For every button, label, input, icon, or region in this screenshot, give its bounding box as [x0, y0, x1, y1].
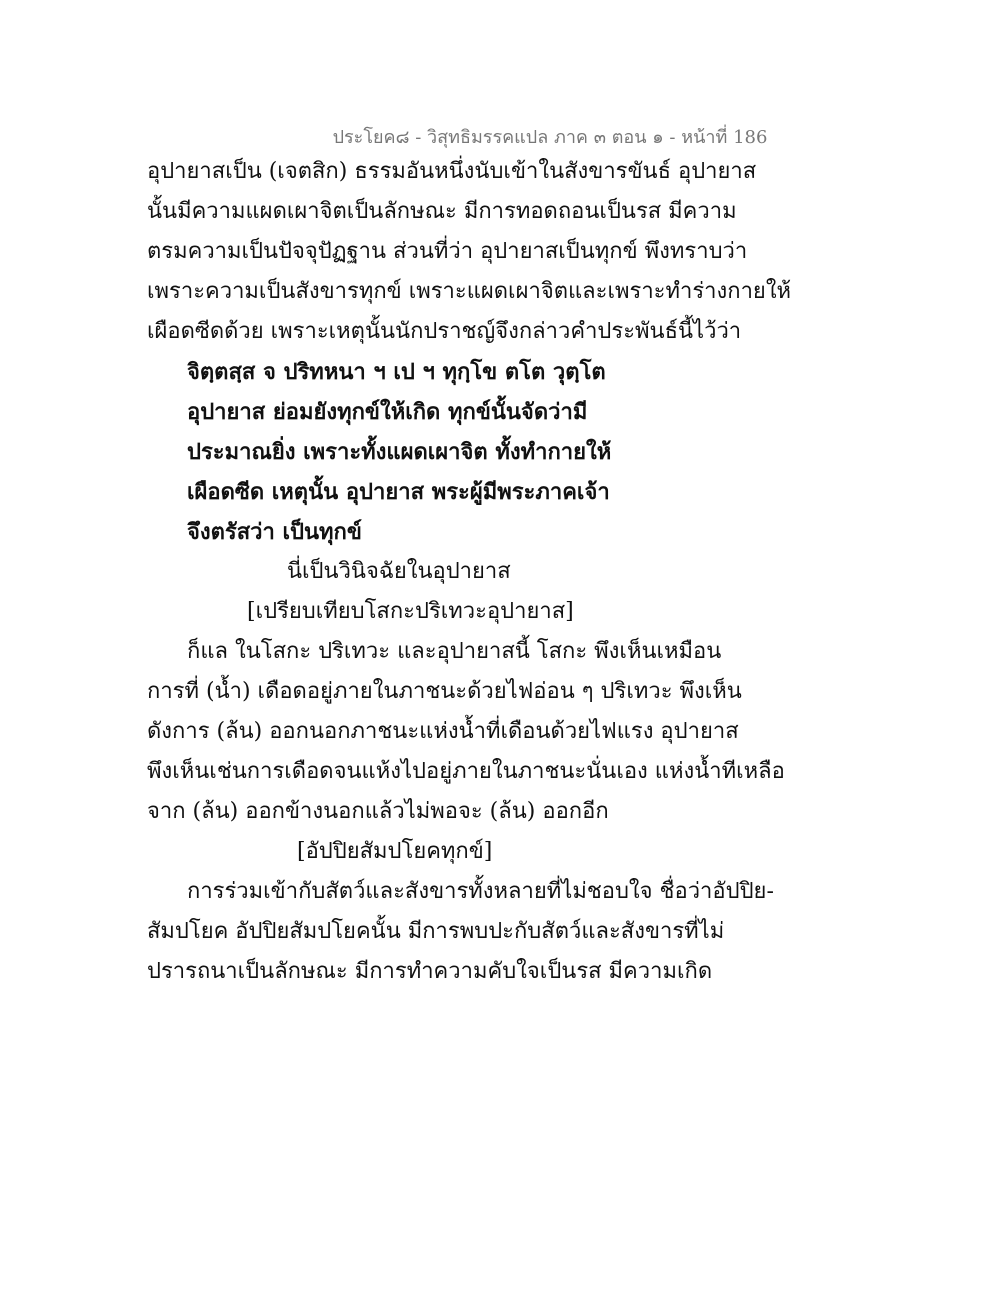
page-header-text: ประโยค๘ - วิสุทธิมรรคแปล ภาค ๓ ตอน ๑ - หน้าที่ 186 — [332, 127, 768, 148]
paragraph-line: จาก (ล้น) ออกข้างนอกแล้วไม่พอจะ (ล้น) ออกอีก — [147, 799, 609, 824]
verse-line: จิตฺตสฺส จ ปริทหนา ฯ เป ฯ ทุกฺโข ตโต วุตฺโต — [187, 359, 606, 385]
verse-line: จึงตรัสว่า เป็นทุกข์ — [187, 519, 362, 545]
paragraph-line: ก็แล ในโสกะ ปริเทวะ และอุปายาสนี้ โสกะ พึงเห็นเหมือน — [187, 639, 722, 664]
paragraph-line: ปรารถนาเป็นลักษณะ มีการทำความคับใจเป็นรส มีความเกิด — [147, 959, 713, 984]
paragraph-line: ตรมความเป็นปัจจุปัฏฐาน ส่วนที่ว่า อุปายาสเป็นทุกข์ พึงทราบว่า — [147, 239, 748, 264]
paragraph-line: นั้นมีความแผดเผาจิตเป็นลักษณะ มีการทอดถอนเป็นรส มีความ — [147, 199, 737, 224]
section-heading: [อัปปิยสัมปโยคทุกข์] — [297, 839, 493, 864]
paragraph-line: เพราะความเป็นสังขารทุกข์ เพราะแผดเผาจิตและเพราะทำร่างกายให้ — [147, 279, 792, 304]
paragraph-line: การที่ (น้ำ) เดือดอยู่ภายในภาชนะด้วยไฟอ่อน ๆ ปริเทวะ พึงเห็น — [147, 679, 742, 704]
page-body — [147, 152, 867, 992]
paragraph-line: สัมปโยค อัปปิยสัมปโยคนั้น มีการพบปะกับสัตว์และสังขารที่ไม่ — [147, 919, 725, 944]
paragraph-line: การร่วมเข้ากับสัตว์และสังขารทั้งหลายที่ไม่ชอบใจ ชื่อว่าอัปปิย- — [187, 879, 774, 904]
section-heading: [เปรียบเทียบโสกะปริเทวะอุปายาส] — [247, 599, 574, 624]
paragraph-line: อุปายาสเป็น (เจตสิก) ธรรมอันหนึ่งนับเข้าในสังขารขันธ์ อุปายาส — [147, 159, 757, 184]
verse-line: ประมาณยิ่ง เพราะทั้งแผดเผาจิต ทั้งทำกายให้ — [187, 439, 612, 465]
closing-line: นี่เป็นวินิจฉัยในอุปายาส — [287, 559, 511, 584]
paragraph-line: พึงเห็นเช่นการเดือดจนแห้งไปอยู่ภายในภาชนะนั่นเอง แห่งน้ำทีเหลือ — [147, 759, 785, 784]
paragraph-line: เผือดซีดด้วย เพราะเหตุนั้นนักปราชญ์จึงกล่าวคำประพันธ์นี้ไว้ว่า — [147, 319, 742, 344]
paragraph-line: ดังการ (ล้น) ออกนอกภาชนะแห่งน้ำที่เดือนด้วยไฟแรง อุปายาส — [147, 719, 739, 744]
verse-line: เผือดซีด เหตุนั้น อุปายาส พระผู้มีพระภาคเจ้า — [187, 479, 610, 505]
page-header — [0, 122, 1000, 151]
verse-line: อุปายาส ย่อมยังทุกข์ให้เกิด ทุกข์นั้นจัดว่ามี — [187, 399, 588, 425]
